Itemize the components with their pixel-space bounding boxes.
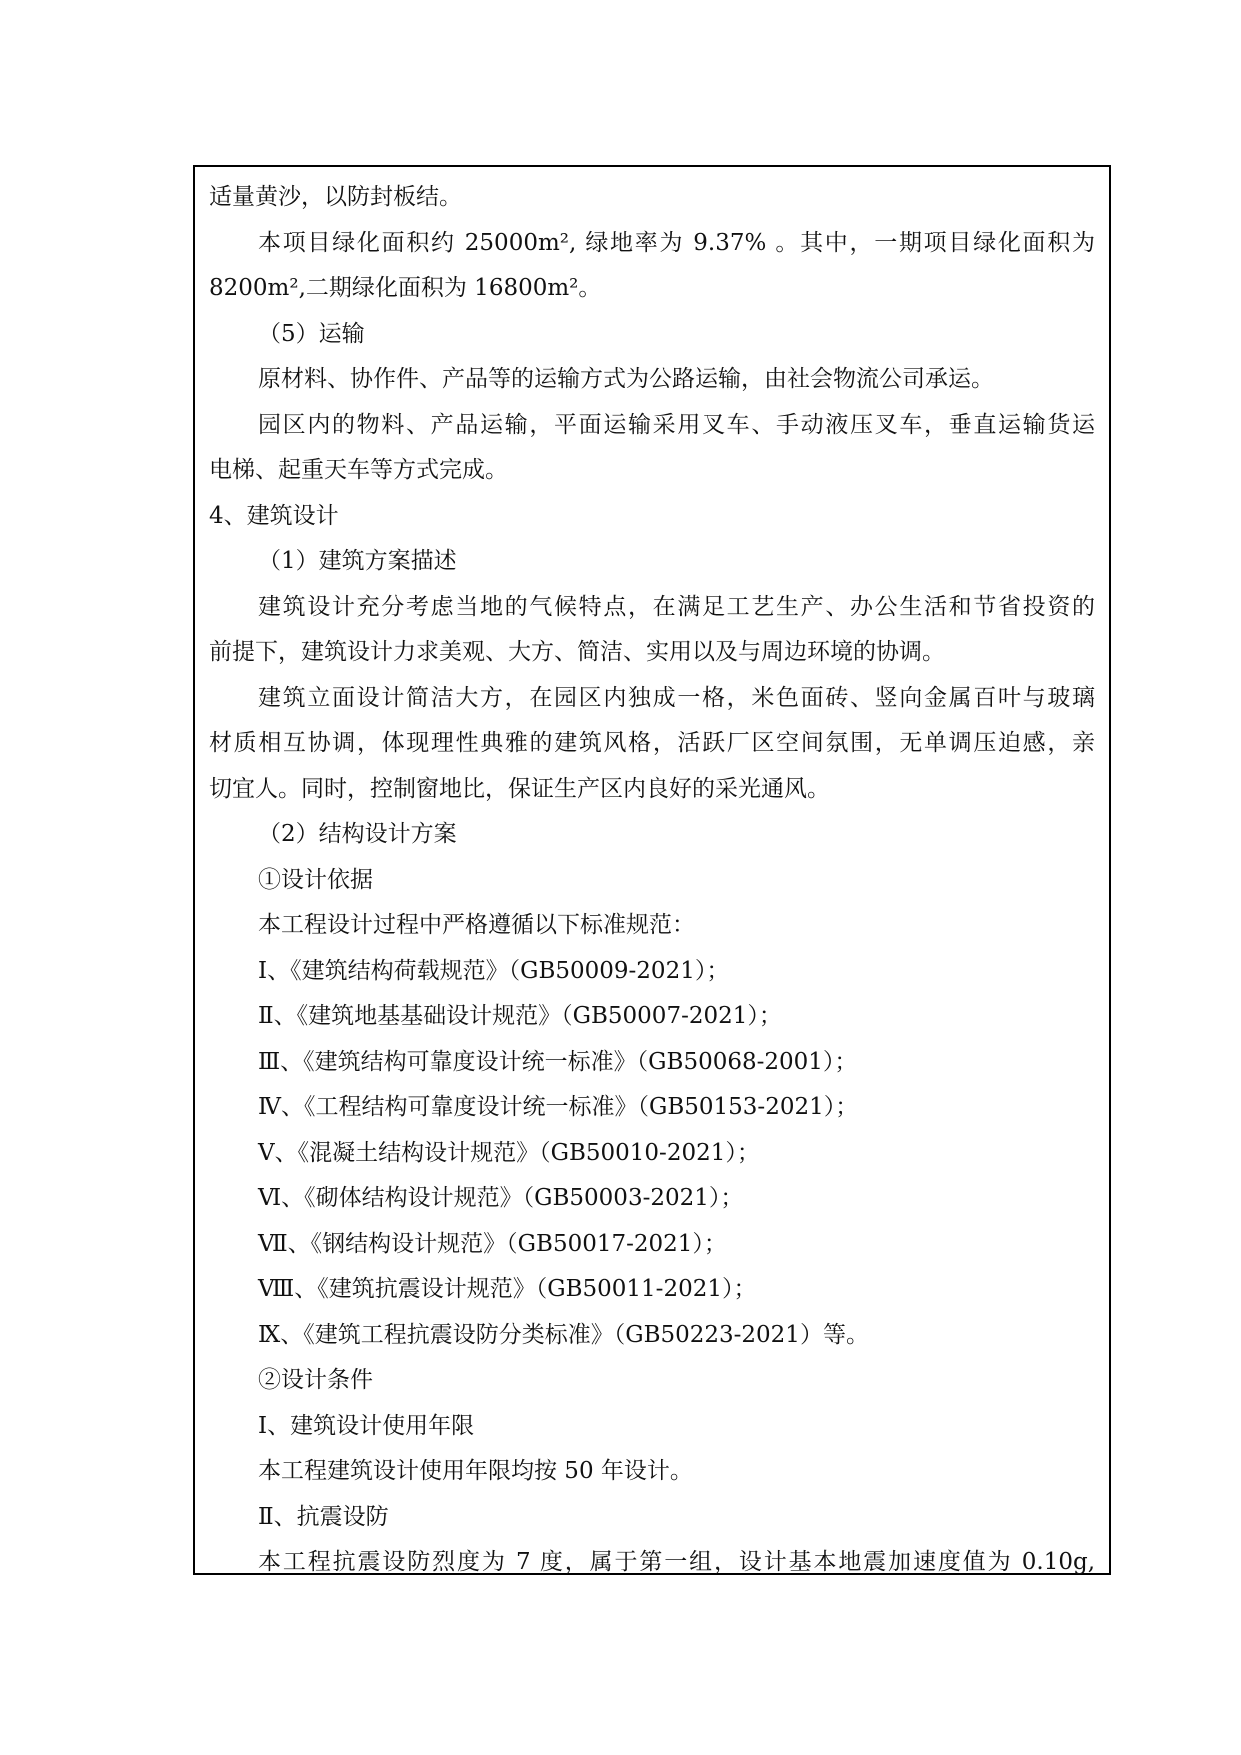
- text-line: （1）建筑方案描述: [258, 548, 457, 574]
- text-line: 建筑立面设计简洁大方，在园区内独成一格，米色面砖、竖向金属百叶与玻璃: [258, 684, 1095, 711]
- text-line: 本工程设计过程中严格遵循以下标准规范：: [258, 912, 695, 938]
- document-body: [209, 175, 1095, 1586]
- text-line: 本工程抗震设防烈度为 7 度，属于第一组，设计基本地震加速度值为 0.10g,: [258, 1549, 1095, 1575]
- text-line: 本项目绿化面积约 25000m², 绿地率为 9.37% 。其中，一期项目绿化面积为: [258, 229, 1095, 256]
- text-line: （5）运输: [258, 320, 365, 347]
- text-line: Ⅳ、《工程结构可靠度设计统一标准》（GB50153-2021）；: [258, 1094, 859, 1120]
- text-line: 4、建筑设计: [209, 502, 339, 529]
- text-line: 原材料、协作件、产品等的运输方式为公路运输，由社会物流公司承运。: [258, 366, 994, 392]
- text-line: 前提下，建筑设计力求美观、大方、简洁、实用以及与周边环境的协调。: [209, 639, 945, 665]
- text-line: 适量黄沙，以防封板结。: [209, 184, 462, 210]
- text-line: 8200m²,二期绿化面积为 16800m²。: [209, 275, 602, 301]
- text-line: 切宜人。同时，控制窗地比，保证生产区内良好的采光通风。: [209, 775, 830, 802]
- text-line: Ⅶ、《钢结构设计规范》（GB50017-2021）；: [258, 1230, 727, 1257]
- text-line: 电梯、起重天车等方式完成。: [209, 457, 508, 483]
- text-line: 建筑设计充分考虑当地的气候特点，在满足工艺生产、办公生活和节省投资的: [258, 593, 1095, 620]
- text-line: （2）结构设计方案: [258, 821, 457, 847]
- text-line: Ⅴ、《混凝土结构设计规范》（GB50010-2021）；: [258, 1139, 760, 1166]
- text-line: 本工程建筑设计使用年限均按 50 年设计。: [258, 1458, 693, 1484]
- text-line: Ⅵ、《砌体结构设计规范》（GB50003-2021）；: [258, 1185, 744, 1211]
- text-line: Ⅸ、《建筑工程抗震设防分类标准》（GB50223-2021）等。: [258, 1321, 869, 1348]
- text-line: Ⅲ、《建筑结构可靠度设计统一标准》（GB50068-2001）；: [258, 1048, 858, 1075]
- text-line: Ⅷ、《建筑抗震设计规范》（GB50011-2021）；: [258, 1276, 757, 1302]
- text-line: Ⅱ、抗震设防: [258, 1503, 389, 1530]
- text-line: Ⅰ、建筑设计使用年限: [258, 1412, 475, 1439]
- text-line: ①设计依据: [258, 866, 373, 893]
- text-line: 材质相互协调，体现理性典雅的建筑风格，活跃厂区空间氛围，无单调压迫感，亲: [209, 730, 1095, 756]
- text-line: 园区内的物料、产品运输，平面运输采用叉车、手动液压叉车，垂直运输货运: [258, 411, 1095, 438]
- text-line: ②设计条件: [258, 1367, 373, 1393]
- document-frame: [193, 165, 1111, 1575]
- text-line: Ⅱ、《建筑地基基础设计规范》（GB50007-2021）；: [258, 1003, 782, 1029]
- text-line: Ⅰ、《建筑结构荷载规范》（GB50009-2021）；: [258, 957, 730, 984]
